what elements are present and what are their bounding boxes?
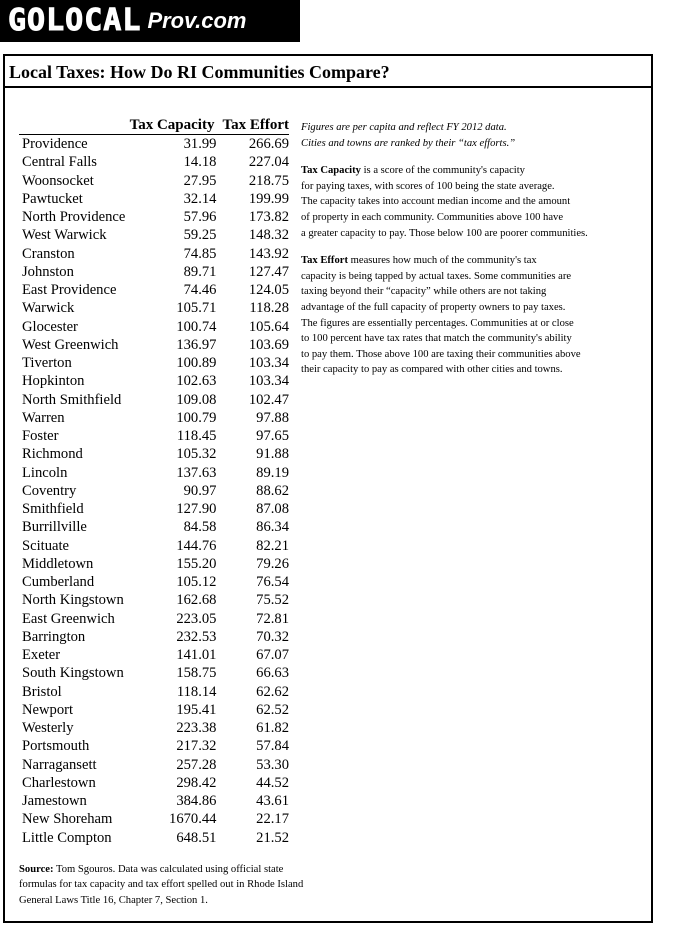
intro-note bbox=[301, 120, 641, 151]
table-row bbox=[19, 336, 289, 354]
community-name: Bristol bbox=[22, 683, 62, 700]
table-row bbox=[19, 245, 289, 263]
tax-effort-value: 62.52 bbox=[256, 701, 289, 718]
tax-effort-value: 72.81 bbox=[256, 610, 289, 627]
tax-capacity-value: 298.42 bbox=[176, 774, 217, 791]
tax-effort-value: 44.52 bbox=[256, 774, 289, 791]
community-name: Burrillville bbox=[22, 519, 87, 536]
table-row bbox=[19, 190, 289, 208]
tax-capacity-value: 74.46 bbox=[183, 282, 217, 298]
community-name: Woonsocket bbox=[22, 172, 94, 189]
table-row bbox=[19, 281, 289, 299]
community-name: Scituate bbox=[22, 537, 70, 554]
community-name: North Smithfield bbox=[22, 391, 122, 408]
tax-capacity-value: 144.76 bbox=[176, 537, 217, 554]
table-row bbox=[19, 737, 289, 755]
logo-site-name: Prov.com bbox=[147, 8, 247, 33]
tax-capacity-value: 232.53 bbox=[176, 628, 217, 645]
tax-capacity-text-line: of property in each community. Communities above 100 have bbox=[301, 211, 564, 223]
community-name: Jamestown bbox=[22, 793, 87, 809]
table-row bbox=[19, 318, 289, 336]
tax-effort-text-line: advantage of the full capacity of property owners to pay taxes. bbox=[301, 301, 566, 313]
table-row bbox=[19, 153, 289, 171]
table-row bbox=[19, 518, 289, 536]
table-row bbox=[19, 464, 289, 482]
table-row bbox=[19, 537, 289, 555]
tax-capacity-value: 100.74 bbox=[176, 318, 217, 335]
tax-capacity-value: 162.68 bbox=[176, 592, 217, 609]
tax-capacity-value: 27.95 bbox=[183, 172, 217, 189]
community-name: East Providence bbox=[22, 282, 117, 298]
table-row bbox=[19, 610, 289, 628]
tax-effort-value: 87.08 bbox=[256, 501, 289, 517]
community-name: Richmond bbox=[22, 446, 83, 463]
tax-effort-text-line: their capacity to pay as compared with other cities and towns. bbox=[301, 364, 563, 376]
table-row bbox=[19, 409, 289, 427]
table-row bbox=[19, 719, 289, 737]
community-name: North Providence bbox=[22, 209, 126, 225]
community-name: Tiverton bbox=[22, 355, 72, 371]
table-row bbox=[19, 701, 289, 719]
tax-effort-value: 57.84 bbox=[256, 738, 289, 755]
tax-effort-value: 102.47 bbox=[248, 391, 289, 408]
tax-capacity-value: 136.97 bbox=[176, 336, 217, 353]
tax-capacity-value: 59.25 bbox=[183, 227, 217, 244]
table-row bbox=[19, 445, 289, 463]
table-row bbox=[19, 774, 289, 792]
community-name: South Kingstown bbox=[22, 665, 124, 682]
community-name: West Greenwich bbox=[22, 336, 119, 353]
table-row bbox=[19, 135, 289, 154]
table-row bbox=[19, 226, 289, 244]
community-name: Johnston bbox=[22, 263, 74, 280]
tax-effort-text-line: taxing beyond their “capacity” while others are not taking bbox=[301, 286, 547, 298]
tax-effort-value: 124.05 bbox=[248, 282, 289, 298]
notes-column bbox=[301, 120, 641, 390]
tax-capacity-value: 384.86 bbox=[176, 793, 217, 809]
tax-effort-value: 199.99 bbox=[248, 190, 289, 207]
tax-capacity-text-line: for paying taxes, with scores of 100 being the state average. bbox=[301, 180, 555, 192]
tax-effort-value: 118.28 bbox=[249, 300, 289, 317]
tax-capacity-value: 223.05 bbox=[176, 610, 217, 627]
header-community bbox=[19, 117, 130, 135]
tax-capacity-value: 57.96 bbox=[183, 209, 217, 225]
tax-effort-value: 86.34 bbox=[256, 519, 289, 536]
tax-capacity-value: 90.97 bbox=[183, 482, 217, 499]
community-name: Newport bbox=[22, 701, 74, 718]
tax-capacity-value: 105.71 bbox=[176, 300, 217, 317]
tax-capacity-value: 155.20 bbox=[176, 555, 217, 572]
tax-effort-value: 66.63 bbox=[256, 665, 289, 682]
community-name: Lincoln bbox=[22, 464, 68, 481]
community-name: Cumberland bbox=[22, 574, 95, 590]
community-name: Coventry bbox=[22, 482, 77, 499]
tax-effort-value: 91.88 bbox=[256, 446, 289, 463]
community-name: Middletown bbox=[22, 555, 94, 572]
source-text-line: formulas for tax capacity and tax effort spelled out in Rhode Island bbox=[19, 879, 304, 891]
tax-effort-value: 62.62 bbox=[256, 683, 289, 700]
tax-capacity-value: 118.45 bbox=[176, 428, 217, 444]
table-row bbox=[19, 391, 289, 409]
community-name: Central Falls bbox=[22, 154, 97, 171]
tax-effort-value: 21.52 bbox=[256, 829, 289, 846]
tax-effort-value: 148.32 bbox=[248, 227, 289, 244]
tax-effort-term: Tax Effort bbox=[301, 255, 348, 267]
tax-effort-text-line: to 100 percent have tax rates that match the community's ability bbox=[301, 333, 572, 345]
tax-capacity-value: 195.41 bbox=[176, 701, 217, 718]
tax-effort-value: 97.65 bbox=[256, 428, 289, 444]
community-name: West Warwick bbox=[22, 227, 107, 244]
tax-effort-value: 103.69 bbox=[248, 336, 289, 353]
tax-effort-value: 173.82 bbox=[248, 209, 289, 225]
tax-effort-value: 22.17 bbox=[256, 811, 289, 828]
table-body bbox=[19, 135, 289, 847]
tax-capacity-value: 158.75 bbox=[176, 665, 217, 682]
tax-effort-value: 76.54 bbox=[256, 574, 289, 590]
tax-capacity-value: 137.63 bbox=[176, 464, 217, 481]
community-name: Smithfield bbox=[22, 501, 84, 517]
tax-capacity-value: 648.51 bbox=[176, 829, 217, 846]
tax-table bbox=[19, 117, 289, 847]
tax-effort-value: 103.34 bbox=[248, 373, 289, 390]
tax-effort-value: 79.26 bbox=[256, 555, 289, 572]
tax-capacity-value: 223.38 bbox=[176, 720, 217, 736]
logo-wordmark: GOLOCAL bbox=[8, 3, 142, 38]
community-name: Westerly bbox=[22, 720, 74, 736]
tax-capacity-value: 100.89 bbox=[176, 355, 217, 371]
table-row bbox=[19, 500, 289, 518]
community-name: Warwick bbox=[22, 300, 75, 317]
tax-effort-value: 75.52 bbox=[256, 592, 289, 609]
tax-capacity-value: 141.01 bbox=[176, 647, 217, 663]
table-header-row bbox=[19, 117, 289, 135]
tax-effort-value: 70.32 bbox=[256, 628, 289, 645]
table-row bbox=[19, 573, 289, 591]
tax-effort-value: 227.04 bbox=[248, 154, 289, 171]
table-row bbox=[19, 482, 289, 500]
tax-capacity-term: Tax Capacity bbox=[301, 165, 361, 177]
community-name: Warren bbox=[22, 409, 65, 426]
tax-capacity-value: 217.32 bbox=[176, 738, 217, 755]
tax-capacity-value: 102.63 bbox=[176, 373, 217, 390]
tax-capacity-value: 31.99 bbox=[183, 136, 217, 152]
tax-effort-value: 89.19 bbox=[256, 464, 289, 481]
tax-effort-value: 103.34 bbox=[248, 355, 289, 371]
tax-effort-value: 82.21 bbox=[256, 537, 289, 554]
table-row bbox=[19, 628, 289, 646]
community-name: Foster bbox=[22, 428, 59, 444]
page-title: Local Taxes: How Do RI Communities Compare? bbox=[9, 62, 390, 82]
tax-comparison-panel bbox=[3, 54, 653, 923]
table-row bbox=[19, 646, 289, 664]
tax-effort-value: 97.88 bbox=[256, 409, 289, 426]
table-row bbox=[19, 591, 289, 609]
tax-effort-value: 43.61 bbox=[256, 793, 289, 809]
community-name: New Shoreham bbox=[22, 811, 113, 828]
community-name: Portsmouth bbox=[22, 738, 90, 755]
table-row bbox=[19, 792, 289, 810]
community-name: Little Compton bbox=[22, 829, 112, 846]
tax-capacity-value: 84.58 bbox=[183, 519, 217, 536]
title-bar bbox=[5, 56, 651, 88]
community-name: Hopkinton bbox=[22, 373, 85, 390]
table-row bbox=[19, 299, 289, 317]
table-row bbox=[19, 756, 289, 774]
tax-capacity-definition bbox=[301, 163, 641, 241]
tax-capacity-value: 89.71 bbox=[183, 263, 217, 280]
golocal-logo[interactable] bbox=[0, 0, 300, 42]
tax-effort-value: 218.75 bbox=[248, 172, 289, 189]
tax-capacity-value: 105.32 bbox=[176, 446, 217, 463]
tax-capacity-value: 105.12 bbox=[176, 574, 217, 590]
table-row bbox=[19, 683, 289, 701]
tax-effort-value: 88.62 bbox=[256, 482, 289, 499]
community-name: Glocester bbox=[22, 318, 78, 335]
community-name: Charlestown bbox=[22, 774, 96, 791]
community-name: Providence bbox=[22, 136, 88, 152]
tax-capacity-value: 14.18 bbox=[183, 154, 217, 171]
source-text-line: Tom Sgouros. Data was calculated using official state bbox=[56, 864, 284, 875]
tax-capacity-text-line: The capacity takes into account median income and the amount bbox=[301, 196, 571, 208]
intro-line-2: Cities and towns are ranked by their “tax efforts.” bbox=[301, 137, 516, 149]
table-row bbox=[19, 664, 289, 682]
tax-capacity-value: 1670.44 bbox=[169, 811, 217, 828]
table-row bbox=[19, 172, 289, 190]
tax-capacity-value: 74.85 bbox=[183, 245, 217, 262]
community-name: North Kingstown bbox=[22, 592, 124, 609]
tax-effort-value: 127.47 bbox=[248, 263, 289, 280]
table-row bbox=[19, 810, 289, 828]
table-row bbox=[19, 829, 289, 847]
tax-effort-value: 61.82 bbox=[256, 720, 289, 736]
community-name: Exeter bbox=[22, 647, 61, 663]
table-row bbox=[19, 208, 289, 226]
tax-effort-value: 143.92 bbox=[248, 245, 289, 262]
tax-effort-text-line: measures how much of the community's tax bbox=[350, 255, 537, 267]
tax-effort-value: 266.69 bbox=[248, 136, 289, 152]
community-name: Pawtucket bbox=[22, 190, 83, 207]
header-tax-capacity: Tax Capacity bbox=[129, 117, 215, 133]
source-note bbox=[19, 862, 419, 908]
table-row bbox=[19, 263, 289, 281]
tax-capacity-value: 257.28 bbox=[176, 756, 217, 773]
tax-capacity-value: 100.79 bbox=[176, 409, 217, 426]
community-name: Barrington bbox=[22, 628, 86, 645]
tax-effort-text-line: to pay them. Those above 100 are taxing their communities above bbox=[301, 348, 581, 360]
table-row bbox=[19, 427, 289, 445]
tax-effort-value: 67.07 bbox=[256, 647, 289, 663]
header-tax-effort: Tax Effort bbox=[216, 117, 289, 135]
intro-line-1: Figures are per capita and reflect FY 2012 data. bbox=[301, 122, 507, 133]
tax-capacity-text-line: a greater capacity to pay. Those below 100 are poorer communities. bbox=[301, 227, 588, 239]
community-name: Narragansett bbox=[22, 756, 97, 773]
community-name: East Greenwich bbox=[22, 610, 115, 627]
tax-effort-definition bbox=[301, 253, 641, 378]
tax-capacity-value: 127.90 bbox=[176, 501, 217, 517]
table-row bbox=[19, 555, 289, 573]
community-name: Cranston bbox=[22, 245, 75, 262]
tax-effort-text-line: capacity is being tapped by actual taxes. Some communities are bbox=[301, 270, 572, 282]
tax-effort-value: 105.64 bbox=[248, 318, 289, 335]
tax-capacity-text-line: is a score of the community's capacity bbox=[363, 165, 525, 177]
table-row bbox=[19, 372, 289, 390]
source-text-line: General Laws Title 16, Chapter 7, Section 1. bbox=[19, 894, 208, 906]
tax-capacity-value: 109.08 bbox=[176, 391, 217, 408]
source-label: Source: bbox=[19, 864, 54, 875]
tax-effort-text-line: The figures are essentially percentages. Communities at or close bbox=[301, 317, 574, 329]
tax-effort-value: 53.30 bbox=[256, 756, 289, 773]
tax-capacity-value: 32.14 bbox=[183, 190, 217, 207]
table-row bbox=[19, 354, 289, 372]
tax-capacity-value: 118.14 bbox=[176, 683, 217, 700]
